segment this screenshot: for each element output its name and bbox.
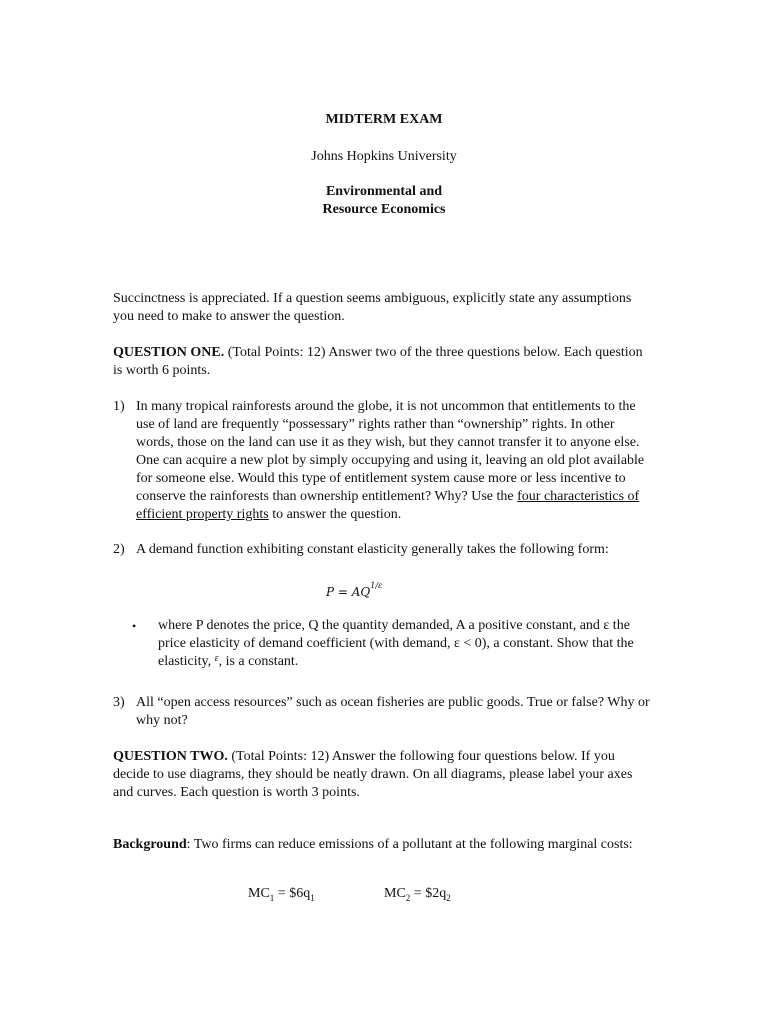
- bullet-text: [158, 617, 654, 672]
- item-1-number: 1): [113, 399, 125, 414]
- mc2-label: MC: [384, 886, 406, 901]
- bullet-text-after: , is a constant.: [218, 654, 299, 669]
- background-label: Background: [113, 837, 187, 852]
- item-2-text: A demand function exhibiting constant elasticity generally takes the following form:: [136, 542, 609, 557]
- demand-formula: [326, 580, 382, 601]
- item-1-underlined: four characteristics of efficient property rights: [136, 489, 640, 522]
- question-two-heading: QUESTION TWO.: [113, 749, 228, 764]
- item-2-number: 2): [113, 542, 125, 557]
- question-one-text: (Total Points: 12) Answer two of the three questions below. Each question is worth 6 points.: [113, 345, 643, 378]
- mc2-subscript: 2: [405, 892, 411, 903]
- mc2-q-subscript: 2: [446, 892, 451, 903]
- bullet-text-before: where P denotes the price, Q the quantity demanded, A a positive constant, and ε the price elasticity of demand coefficient (with demand, ε < 0), a constant. Show that the elasticity,: [158, 618, 634, 669]
- question-one-paragraph: [113, 344, 653, 380]
- mc1-equation: = $6q: [274, 886, 311, 901]
- formula-exponent: 1/ε: [370, 581, 383, 590]
- epsilon-symbol: ε: [214, 653, 219, 664]
- course-title-line2: Resource Economics: [322, 202, 446, 217]
- exam-title: MIDTERM EXAM: [325, 112, 443, 127]
- mc1-subscript: 1: [269, 892, 275, 903]
- mc1-q-subscript: 1: [310, 892, 315, 903]
- marginal-cost-1: [248, 885, 315, 907]
- formula-base: P = AQ: [326, 585, 371, 599]
- background-text: : Two firms can reduce emissions of a pollutant at the following marginal costs:: [186, 837, 633, 852]
- question-one-heading: QUESTION ONE.: [113, 345, 225, 360]
- intro-paragraph: Succinctness is appreciated. If a question seems ambiguous, explicitly state any assumptions you need to make to answer the question.: [113, 291, 632, 324]
- item-3-text: All “open access resources” such as ocean fisheries are public goods. True or false? Why or why not?: [136, 695, 650, 728]
- item-1-text-after: to answer the question.: [268, 507, 402, 522]
- background-paragraph: [113, 836, 653, 854]
- mc2-equation: = $2q: [410, 886, 447, 901]
- bullet-icon: •: [132, 619, 137, 633]
- mc1-label: MC: [248, 886, 270, 901]
- course-title-line1: Environmental and: [325, 184, 443, 199]
- marginal-cost-2: [384, 885, 451, 907]
- university-name: Johns Hopkins University: [311, 149, 457, 164]
- item-1-text: [136, 398, 654, 524]
- question-two-paragraph: [113, 748, 653, 802]
- item-1-text-before: In many tropical rainforests around the globe, it is not uncommon that entitlements to the use of land are frequently “possessary” rights rather than “ownership” rights. In other words, those on the land can use it as they wish, but they cannot transfer it to anyone else. One can acquire a new plot by simply occupying and using it, leaving an old plot available for someone else. Would this type of entitlement system cause more or less incentive to conserve the rainforests than ownership entitlement? Why? Use the: [136, 399, 645, 504]
- question-two-text: (Total Points: 12) Answer the following four questions below. If you decide to use diagrams, they should be neatly drawn. On all diagrams, please label your axes and curves. Each question is worth 3 points.: [113, 749, 633, 800]
- item-3-number: 3): [113, 695, 125, 710]
